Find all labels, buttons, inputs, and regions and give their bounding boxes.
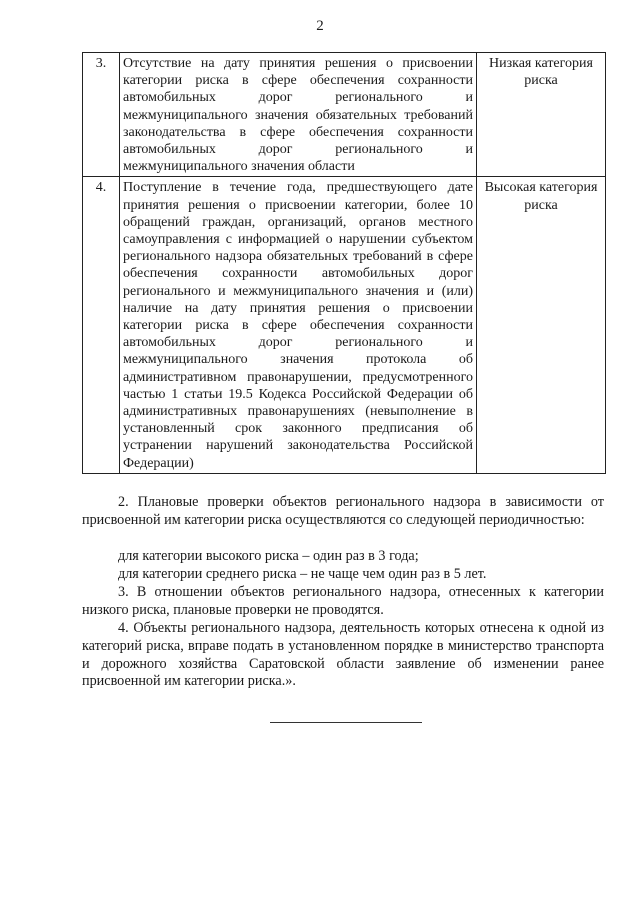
row-number: 3. (83, 53, 120, 177)
paragraph-inspection-frequency: 2. Плановые проверки объектов регионального надзора в зависимости от присвоенной им категории риска осуществляются со следующей периодичностью: (82, 494, 604, 528)
paragraph-medium-risk: для категории среднего риска – не чаще чем один раз в 5 лет. (118, 566, 487, 582)
risk-category: Высокая категория риска (477, 177, 606, 473)
paragraph-category-change: 4. Объекты регионального надзора, деятельность которых отнесена к одной из категорий риска, вправе подать в установленном порядке в министерство транспорта и дорожного хозяйства Саратовской области заявление об изменении ранее присвоенной им категории риска.». (82, 620, 604, 690)
table-row (83, 177, 606, 473)
risk-condition: Поступление в течение года, предшествующего дате принятия решения о присвоении категории, более 10 обращений граждан, организаций, органов местного самоуправления с информацией о нарушении субъектом регионального надзора обязательных требований в сфере обеспечения сохранности автомобильных дорог регионального и межмуниципального значения и (или) наличие на дату принятия решения о присвоении категории риска в сфере обеспечения сохранности автомобильных дорог регионального и межмуниципального значения протокола об административном правонарушении, предусмотренного частью 1 статьи 19.5 Кодекса Российской Федерации об административных правонарушениях (невыполнение в установленный срок законного предписания об устранении нарушений законодательства Российской Федерации) (120, 177, 477, 473)
risk-category-table (82, 52, 606, 474)
paragraph-high-risk: для категории высокого риска – один раз в 3 года; (118, 548, 419, 564)
table-row (83, 53, 606, 177)
risk-category: Низкая категория риска (477, 53, 606, 177)
risk-condition: Отсутствие на дату принятия решения о присвоении категории риска в сфере обеспечения сохранности автомобильных дорог регионального и межмуниципального значения обязательных требований законодательства в сфере обеспечения сохранности автомобильных дорог регионального и межмуниципального значения области (120, 53, 477, 177)
paragraph-low-risk: 3. В отношении объектов регионального надзора, отнесенных к категории низкого риска, плановые проверки не проводятся. (82, 584, 604, 618)
page-number: 2 (316, 18, 324, 34)
row-number: 4. (83, 177, 120, 473)
closing-rule (270, 722, 422, 723)
